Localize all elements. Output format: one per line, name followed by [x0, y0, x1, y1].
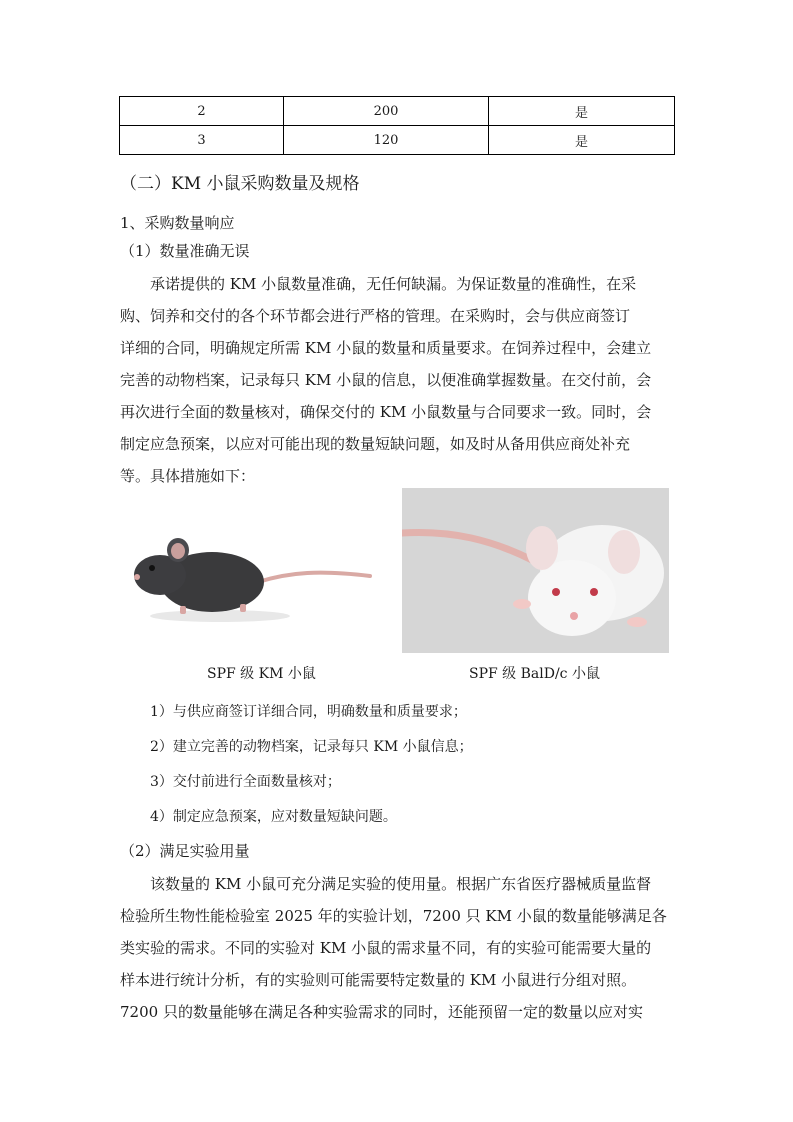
- table-row: [120, 97, 675, 126]
- paragraph-line: 7200 只的数量能够在满足各种实验需求的同时，还能预留一定的数量以应对实: [120, 1003, 643, 1021]
- figure-caption-left: SPF 级 KM 小鼠: [207, 666, 316, 682]
- table-cell-ok: 是: [489, 97, 675, 126]
- quantity-table: [119, 96, 675, 155]
- table-cell-qty: 200: [284, 97, 489, 126]
- paragraph-line: 购、饲养和交付的各个环节都会进行严格的管理。在采购时，会与供应商签订: [120, 307, 631, 325]
- paragraph-line: 完善的动物档案，记录每只 KM 小鼠的信息，以便准确掌握数量。在交付前，会: [120, 371, 652, 389]
- balbc-mouse-illustration: [402, 488, 669, 653]
- table-row: [120, 126, 675, 155]
- km-mouse-illustration: [120, 520, 380, 630]
- table-cell-no: 2: [120, 97, 284, 126]
- paragraph-line: 详细的合同，明确规定所需 KM 小鼠的数量和质量要求。在饲养过程中，会建立: [120, 339, 652, 357]
- paragraph-line: 再次进行全面的数量核对，确保交付的 KM 小鼠数量与合同要求一致。同时，会: [120, 403, 652, 421]
- balbc-mouse-image: [402, 488, 669, 653]
- table-cell-qty: 120: [284, 126, 489, 155]
- subsection-heading-1a: （1）数量准确无误: [120, 242, 250, 260]
- paragraph-line: 类实验的需求。不同的实验对 KM 小鼠的需求量不同，有的实验可能需要大量的: [120, 939, 652, 957]
- table-cell-no: 3: [120, 126, 284, 155]
- paragraph-experimental-usage: [120, 868, 676, 1028]
- subsection-heading-1b: （2）满足实验用量: [120, 842, 250, 860]
- measure-item: 2）建立完善的动物档案，记录每只 KM 小鼠信息；: [150, 739, 473, 755]
- paragraph-quantity-accuracy: [120, 268, 676, 492]
- paragraph-line: 制定应急预案，以应对可能出现的数量短缺问题，如及时从备用供应商处补充: [120, 435, 631, 453]
- figure-caption-right: SPF 级 BalD/c 小鼠: [469, 666, 600, 682]
- subsection-heading-1: 1、采购数量响应: [120, 214, 235, 232]
- paragraph-line: 检验所生物性能检验室 2025 年的实验计划，7200 只 KM 小鼠的数量能够满足各: [120, 907, 667, 925]
- section-heading: （二）KM 小鼠采购数量及规格: [120, 174, 360, 194]
- paragraph-line: 承诺提供的 KM 小鼠数量准确，无任何缺漏。为保证数量的准确性，在采: [150, 275, 637, 293]
- paragraph-line: 该数量的 KM 小鼠可充分满足实验的使用量。根据广东省医疗器械质量监督: [150, 875, 652, 893]
- paragraph-line: 样本进行统计分析，有的实验则可能需要特定数量的 KM 小鼠进行分组对照。: [120, 971, 637, 989]
- table-cell-ok: 是: [489, 126, 675, 155]
- paragraph-line: 等。具体措施如下：: [120, 467, 256, 485]
- measure-item: 3）交付前进行全面数量核对；: [150, 774, 341, 790]
- measure-item: 4）制定应急预案，应对数量短缺问题。: [150, 809, 397, 825]
- measure-item: 1）与供应商签订详细合同，明确数量和质量要求；: [150, 704, 467, 720]
- km-mouse-image: [120, 520, 380, 630]
